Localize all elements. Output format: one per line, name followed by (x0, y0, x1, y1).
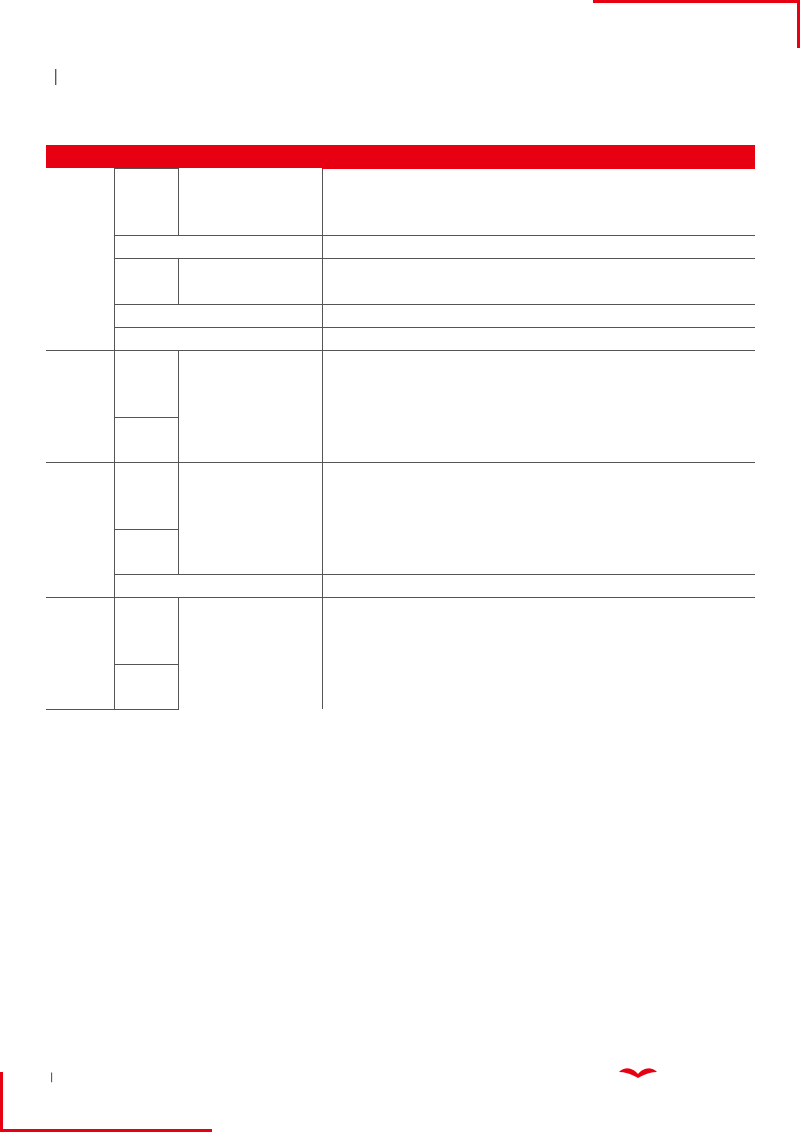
value-cell (322, 418, 408, 440)
value-cell (666, 418, 755, 440)
value-cell (666, 642, 755, 664)
value-cell (666, 373, 755, 395)
table-row (46, 598, 755, 621)
table-row (46, 574, 755, 597)
value-cell (580, 687, 666, 709)
value-cell (580, 191, 666, 213)
item-label (178, 213, 322, 236)
section-label (46, 598, 114, 709)
report-header: | (53, 66, 59, 85)
item-label (178, 351, 322, 374)
corner-decoration-bottom-left (0, 1072, 212, 1132)
value-cell (494, 191, 580, 213)
group-label (114, 351, 178, 418)
value-cell (408, 485, 494, 507)
value-cell (580, 169, 666, 191)
value-cell (408, 642, 494, 664)
value-cell (322, 191, 408, 213)
group-label (114, 665, 178, 709)
value-cell (322, 598, 408, 621)
value-cell (408, 507, 494, 529)
value-cell (580, 598, 666, 621)
total-label (114, 236, 322, 259)
item-label (178, 259, 322, 282)
value-cell (408, 213, 494, 236)
value-cell (408, 687, 494, 709)
value-cell (666, 552, 755, 575)
table-row (46, 169, 755, 191)
value-cell (494, 552, 580, 575)
table-row (46, 462, 755, 485)
group-label (114, 418, 178, 463)
value-cell (408, 598, 494, 621)
value-cell (322, 213, 408, 236)
item-label (178, 169, 322, 191)
value-cell (494, 236, 580, 259)
value-cell (666, 665, 755, 687)
group-label (114, 169, 178, 236)
item-label (178, 395, 322, 417)
value-cell (408, 620, 494, 642)
value-cell (322, 507, 408, 529)
value-cell (494, 574, 580, 597)
value-cell (322, 665, 408, 687)
value-cell (580, 552, 666, 575)
value-cell (408, 259, 494, 282)
value-cell (666, 395, 755, 417)
value-cell (494, 259, 580, 282)
item-label (178, 552, 322, 575)
value-cell (580, 236, 666, 259)
value-cell (494, 642, 580, 664)
item-label (178, 687, 322, 709)
value-cell (408, 574, 494, 597)
value-cell (322, 327, 408, 350)
value-cell (666, 687, 755, 709)
value-cell (666, 507, 755, 529)
value-cell (666, 259, 755, 282)
section-label (46, 351, 114, 463)
value-cell (322, 530, 408, 552)
value-cell (322, 687, 408, 709)
value-cell (494, 213, 580, 236)
value-cell (494, 485, 580, 507)
value-cell (408, 169, 494, 191)
item-label (178, 281, 322, 304)
value-cell (494, 620, 580, 642)
value-cell (322, 169, 408, 191)
battery-demand-table (46, 145, 755, 710)
value-cell (408, 304, 494, 327)
item-label (178, 462, 322, 485)
table-row (46, 259, 755, 282)
table-row (46, 665, 755, 687)
value-cell (580, 574, 666, 597)
table-row (46, 236, 755, 259)
value-cell (580, 259, 666, 282)
table-row (46, 351, 755, 374)
value-cell (580, 485, 666, 507)
value-cell (580, 620, 666, 642)
value-cell (408, 281, 494, 304)
value-cell (408, 236, 494, 259)
value-cell (494, 598, 580, 621)
value-cell (666, 351, 755, 374)
value-cell (666, 304, 755, 327)
value-cell (322, 236, 408, 259)
value-cell (494, 665, 580, 687)
group-label (114, 259, 178, 304)
value-cell (666, 462, 755, 485)
value-cell (580, 395, 666, 417)
value-cell (580, 665, 666, 687)
value-cell (580, 213, 666, 236)
value-cell (322, 281, 408, 304)
value-cell (580, 530, 666, 552)
value-cell (322, 440, 408, 463)
item-label (178, 507, 322, 529)
value-cell (666, 213, 755, 236)
value-cell (408, 327, 494, 350)
value-cell (494, 281, 580, 304)
item-label (178, 418, 322, 440)
header-cell-year (580, 145, 666, 169)
value-cell (322, 642, 408, 664)
value-cell (580, 462, 666, 485)
value-cell (666, 327, 755, 350)
section-label (46, 462, 114, 597)
value-cell (322, 620, 408, 642)
value-cell (580, 327, 666, 350)
value-cell (494, 462, 580, 485)
value-cell (408, 351, 494, 374)
item-label (178, 642, 322, 664)
header-cell-year (322, 145, 408, 169)
value-cell (580, 440, 666, 463)
value-cell (408, 373, 494, 395)
item-label (178, 485, 322, 507)
header-cell-year (408, 145, 494, 169)
header-cell-time (46, 145, 322, 169)
value-cell (322, 304, 408, 327)
value-cell (494, 530, 580, 552)
value-cell (322, 552, 408, 575)
table-row (46, 304, 755, 327)
value-cell (666, 440, 755, 463)
value-cell (580, 304, 666, 327)
header-cell-year (494, 145, 580, 169)
value-cell (408, 462, 494, 485)
item-label (178, 530, 322, 552)
item-label (178, 191, 322, 213)
value-cell (322, 373, 408, 395)
section-label (46, 169, 114, 351)
value-cell (666, 281, 755, 304)
value-cell (494, 687, 580, 709)
value-cell (494, 373, 580, 395)
total-label (114, 327, 322, 350)
value-cell (408, 440, 494, 463)
value-cell (666, 191, 755, 213)
value-cell (666, 169, 755, 191)
item-label (178, 665, 322, 687)
value-cell (408, 191, 494, 213)
value-cell (494, 507, 580, 529)
value-cell (666, 574, 755, 597)
value-cell (408, 552, 494, 575)
table-row (46, 327, 755, 350)
value-cell (494, 440, 580, 463)
value-cell (666, 598, 755, 621)
value-cell (408, 530, 494, 552)
value-cell (494, 169, 580, 191)
value-cell (580, 281, 666, 304)
value-cell (322, 259, 408, 282)
value-cell (408, 395, 494, 417)
value-cell (580, 642, 666, 664)
value-cell (494, 304, 580, 327)
value-cell (322, 462, 408, 485)
value-cell (666, 485, 755, 507)
value-cell (580, 351, 666, 374)
group-label (114, 598, 178, 665)
value-cell (666, 236, 755, 259)
group-label (114, 530, 178, 575)
item-label (178, 373, 322, 395)
item-label (178, 598, 322, 621)
page-footer: | (50, 1072, 54, 1083)
value-cell (580, 507, 666, 529)
table-header-row (46, 145, 755, 169)
corner-decoration-top-right (593, 0, 800, 48)
value-cell (322, 485, 408, 507)
table-row (46, 530, 755, 552)
value-cell (666, 620, 755, 642)
value-cell (408, 665, 494, 687)
item-label (178, 440, 322, 463)
value-cell (580, 373, 666, 395)
header-cell-year (666, 145, 755, 169)
total-label (114, 304, 322, 327)
value-cell (408, 418, 494, 440)
value-cell (494, 351, 580, 374)
value-cell (666, 530, 755, 552)
value-cell (322, 395, 408, 417)
group-label (114, 462, 178, 529)
value-cell (580, 418, 666, 440)
value-cell (494, 395, 580, 417)
value-cell (494, 418, 580, 440)
value-cell (322, 574, 408, 597)
item-label (178, 620, 322, 642)
table-row (46, 418, 755, 440)
value-cell (494, 327, 580, 350)
total-label (114, 574, 322, 597)
western-securities-logo-icon (613, 1066, 663, 1088)
value-cell (322, 351, 408, 374)
